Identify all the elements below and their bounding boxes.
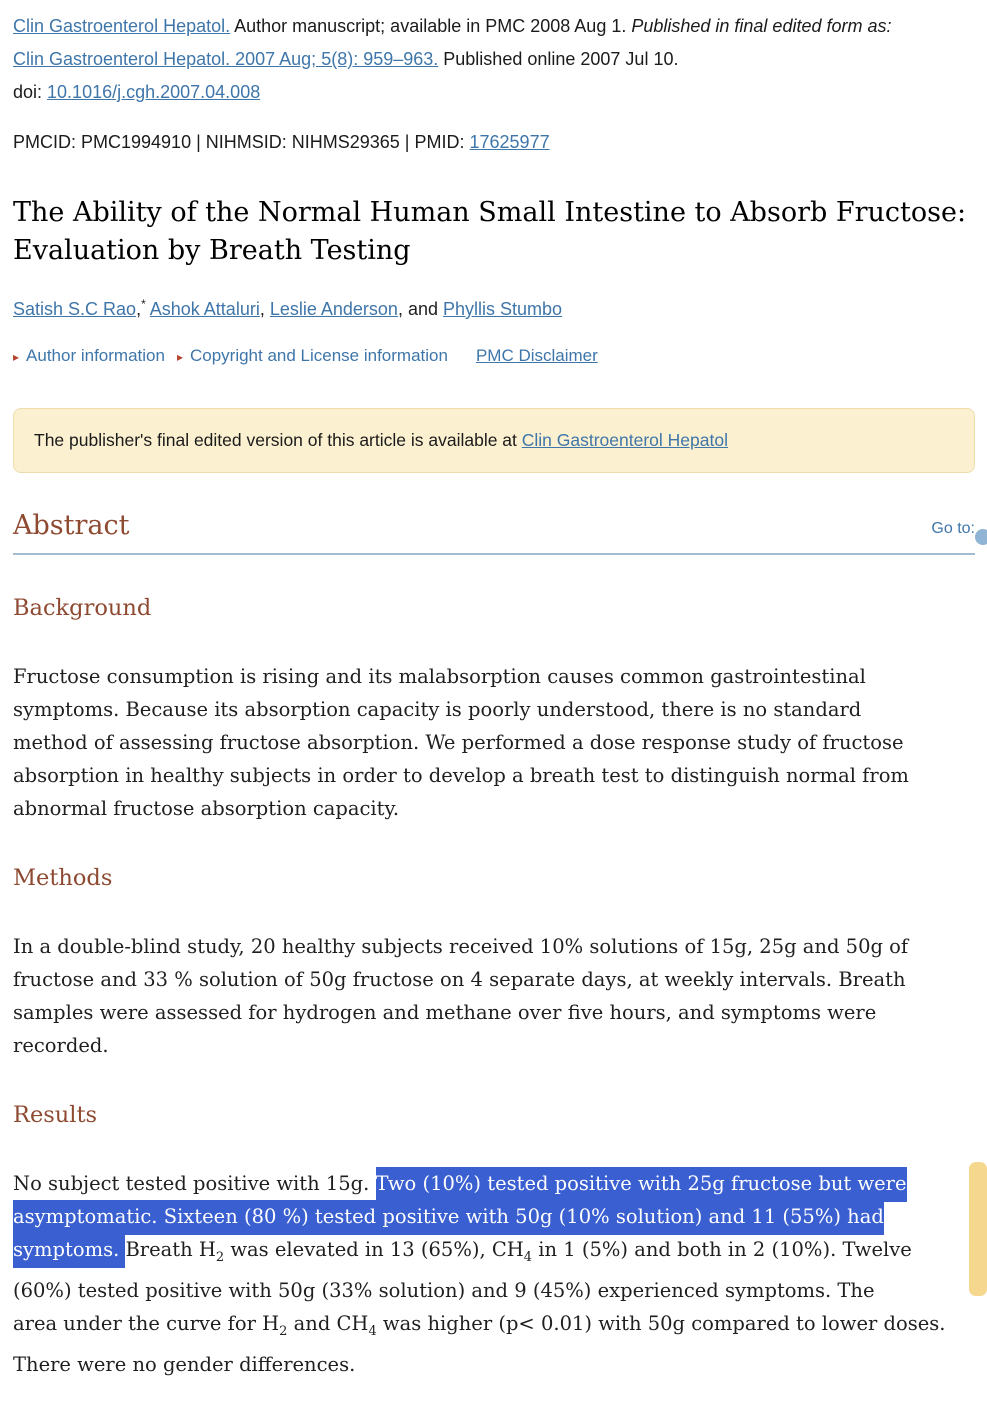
abstract-heading: Abstract [13,510,130,541]
abstract-section-header [13,511,975,555]
selected-text: symptoms. [13,1233,125,1268]
article-info-links [13,345,975,368]
citation-line-1: Clin Gastroenterol Hepatol. Author manuscript; available in PMC 2008 Aug 1. Published in final edited form as: [13,16,892,36]
article-ids-line: PMCID: PMC1994910 | NIHMSID: NIHMS29365 | PMID: 17625977 [13,132,550,152]
citation-link[interactable]: Clin Gastroenterol Hepatol. 2007 Aug; 5(8): 959–963. [13,49,439,69]
disclosure-triangle-icon: ▸ [13,350,20,364]
pmc-disclaimer-link[interactable]: PMC Disclaimer [475,346,598,365]
author-link-stumbo[interactable]: Phyllis Stumbo [442,299,563,319]
author-link-rao[interactable]: Satish S.C Rao [13,299,137,319]
author-list: Satish S.C Rao,* Ashok Attaluri, Leslie Anderson, and Phyllis Stumbo [13,297,563,319]
background-paragraph: Fructose consumption is rising and its malabsorption causes common gastrointestinal symptoms. Because its absorption capacity is poorly understood, there is no standard method of assessing fructose absorption. We performed a dose response study of fructose absorption in healthy subjects in order to develop a breath test to distinguish normal from abnormal fructose absorption capacity. [13,665,909,820]
background-heading: Background [13,595,152,621]
author-footnote-asterisk: * [141,297,146,311]
go-to-icon[interactable] [975,529,987,545]
publisher-version-link[interactable]: Clin Gastroenterol Hepatol [521,430,728,450]
methods-paragraph: In a double-blind study, 20 healthy subjects received 10% solutions of 15g, 25g and 50g of fructose and 33 % solution of 50g fructose on 4 separate days, at weekly intervals. Breath samples were assessed for hydrogen and methane over five hours, and symptoms were recorded. [13,935,909,1057]
citation-line-3: doi: 10.1016/j.cgh.2007.04.008 [13,82,261,102]
pmid-link[interactable]: 17625977 [469,132,550,152]
doi-link[interactable]: 10.1016/j.cgh.2007.04.008 [47,82,261,102]
article-title: The Ability of the Normal Human Small Intestine to Absorb Fructose: Evaluation by Breath Testing [13,197,967,266]
citation-line-2: Clin Gastroenterol Hepatol. 2007 Aug; 5(8): 959–963. Published online 2007 Jul 10. [13,49,679,69]
journal-abbrev-link[interactable]: Clin Gastroenterol Hepatol. [13,16,231,36]
author-information-toggle[interactable]: Author information [26,346,165,365]
methods-heading: Methods [13,865,113,891]
author-link-anderson[interactable]: Leslie Anderson [269,299,398,319]
author-link-attaluri[interactable]: Ashok Attaluri [149,299,260,319]
publisher-notice-text: The publisher's final edited version of this article is available at Clin Gastroenterol Hepatol [34,430,728,450]
selected-text: Two (10%) tested positive with 25g fructose but were [376,1167,907,1202]
results-paragraph: No subject tested positive with 15g. Two (10%) tested positive with 25g fructose but were asymptomatic. Sixteen (80 %) tested positive with 50g (10% solution) and 11 (55%) had symptoms. Breath $H_2$ was elevated in 13 (65%), $CH_4$ in 1 (5%) and both in 2 (10%). Twelve (60%) tested positive with 50g (33% solution) and 9 (45%) experienced symptoms. The area under the curve for $H_2$ and $CH_4$ was higher (p< 0.01) with 50g compared to lower doses. There were no gender differences. [13,1167,975,1381]
results-heading: Results [13,1102,98,1128]
go-to-link[interactable]: Go to: [931,520,975,537]
publisher-notice-box [13,408,975,473]
selected-text: asymptomatic. Sixteen (80 %) tested positive with 50g (10% solution) and 11 (55%) had [13,1200,884,1235]
disclosure-triangle-icon: ▸ [176,350,183,364]
citation-header [13,10,975,159]
copyright-license-toggle[interactable]: Copyright and License information [189,346,448,365]
scrollbar-highlight-marker[interactable] [969,1162,987,1296]
